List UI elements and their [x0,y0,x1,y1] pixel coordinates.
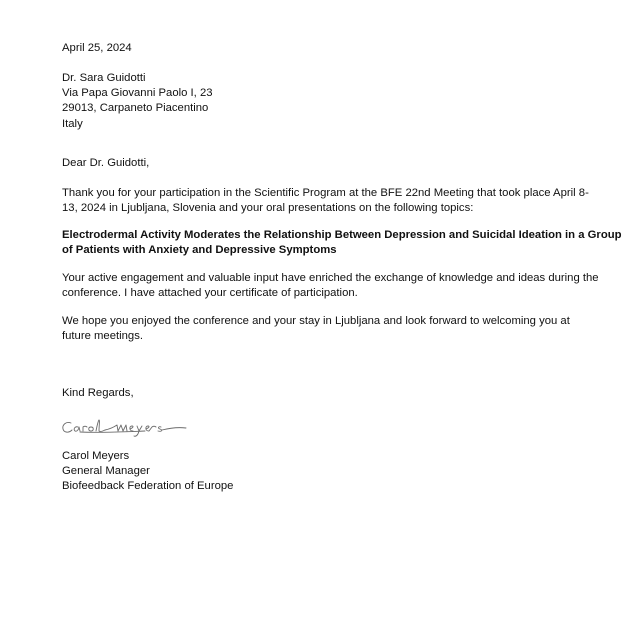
paragraph-closing-wishes-line-2: future meetings. [62,330,144,343]
paragraph-thanks-line-1: Thank you for your participation in the Scientific Program at the BFE 22nd Meeting that took place April 8- [62,187,589,199]
paragraph-engagement [62,271,599,301]
paragraph-engagement-line-2: conference. I have attached your certificate of participation. [62,287,358,300]
paragraph-thanks [62,186,592,216]
date-text: April 25, 2024 [62,42,132,54]
recipient-address [62,71,592,132]
handwritten-signature [60,414,200,440]
salutation [62,156,592,171]
presentation-topic [62,228,622,258]
presentation-topic-line-2: of Patients with Anxiety and Depressive Symptoms [62,244,337,257]
salutation-text: Dear Dr. Guidotti, [62,157,150,169]
signer-organization: Biofeedback Federation of Europe [62,480,234,493]
recipient-country: Italy [62,117,83,130]
recipient-street: Via Papa Giovanni Paolo I, 23 [62,87,213,100]
signer-block [62,449,592,495]
paragraph-closing-wishes-line-1: We hope you enjoyed the conference and your stay in Ljubljana and look forward to welcoming you at [62,315,570,327]
closing-text: Kind Regards, [62,387,134,399]
recipient-city: 29013, Carpaneto Piacentino [62,102,209,115]
closing [62,386,592,401]
signer-title: General Manager [62,465,150,478]
presentation-topic-line-1: Electrodermal Activity Moderates the Relationship Between Depression and Suicidal Ideation in a Group [62,229,622,241]
paragraph-thanks-line-2: 13, 2024 in Ljubljana, Slovenia and your oral presentations on the following topics: [62,202,474,215]
letter-date [62,41,592,56]
paragraph-closing-wishes [62,314,592,344]
recipient-name: Dr. Sara Guidotti [62,72,146,84]
paragraph-engagement-line-1: Your active engagement and valuable input have enriched the exchange of knowledge and ideas during the [62,272,599,284]
signer-name: Carol Meyers [62,450,130,462]
